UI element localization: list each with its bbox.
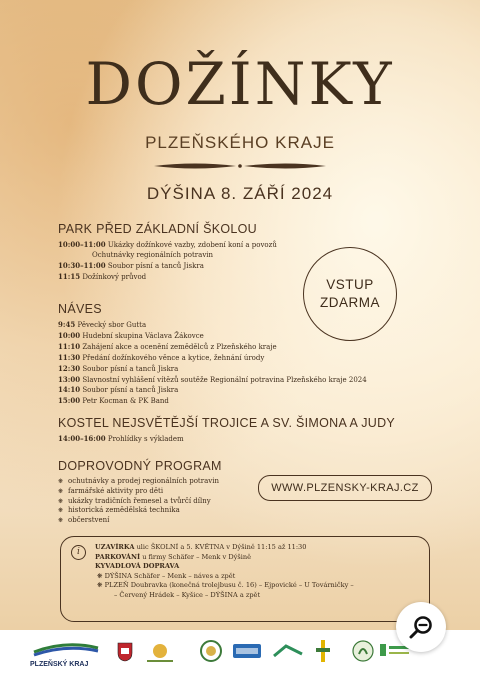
info-box — [60, 536, 430, 622]
info-line: UZAVÍRKA ulic ŠKOLNÍ a 5. KVĚTNA v Dýšině 11:15 až 11:30 — [95, 543, 307, 551]
schedule-row: Ochutnávky regionálních potravin — [92, 250, 214, 259]
event-date: DÝŠINA 8. ZÁŘÍ 2024 — [146, 184, 334, 203]
list-item: ❋ občerstvení — [58, 516, 110, 525]
schedule-row: 13:00 Slavnostní vyhlášení vítězů soutěže Regionální potravina Plzeňského kraje 2024 — [58, 374, 367, 384]
website-link[interactable]: WWW.PLZENSKY-KRAJ.CZ — [258, 475, 432, 501]
wheat-bullet-icon: ❋ — [97, 581, 105, 590]
schedule-row: 11:30 Předání dožínkového věnce a kytice, žehnání úrody — [58, 352, 265, 362]
list-item: ❋ ochutnávky a prodej regionálních potravin — [58, 477, 219, 485]
schedule-row: 15:00 Petr Kocman & PK Band — [58, 396, 169, 406]
schedule-row: 12:30 Soubor písní a tanců Jiskra — [58, 363, 179, 373]
badge-line: ZDARMA — [320, 295, 380, 310]
wheat-bullet-icon: ❋ — [97, 571, 105, 580]
list-item: ❋ ukázky tradičních řemesel a tvůrčí dílny — [58, 496, 211, 505]
schedule-row: 9:45 Pěvecký sbor Gutta — [58, 320, 147, 329]
wheat-bullet-icon: ❋ — [58, 517, 64, 525]
ornament-divider — [150, 160, 330, 172]
partner-logo — [200, 640, 222, 669]
info-line: KYVADLOVÁ DOPRAVA — [95, 562, 180, 571]
schedule-row: 10:00–11:00 Ukázky dožínkové vazby, zdobení koní a povozů — [58, 240, 277, 249]
plzensky-kraj-logo — [30, 638, 102, 668]
logo-text: PLZEŇSKÝ KRAJ — [30, 661, 89, 668]
info-line: ❋ PLZEŇ Doubravka (konečná trolejbusu č. 16) – Ejpovické – U Továrničky – — [97, 581, 354, 590]
section-park — [58, 222, 277, 283]
section-heading: DOPROVODNÝ PROGRAM — [58, 459, 222, 473]
schedule-row: 11:10 Zahájení akce a ocenění zemědělců z Plzeňského kraje — [58, 341, 277, 351]
zoom-button[interactable] — [396, 602, 446, 652]
coat-of-arms-logo — [117, 642, 133, 667]
schedule-row: 10:00 Hudební skupina Václava Žákovce — [58, 330, 204, 340]
wheat-bullet-icon: ❋ — [58, 507, 64, 515]
wheat-bullet-icon: ❋ — [58, 497, 64, 505]
section-heading: NÁVES — [58, 302, 102, 316]
schedule-row: 14:00–16:00 Prohlídky s výkladem — [58, 434, 184, 443]
partner-logo — [233, 644, 261, 663]
list-item: ❋ farmářské aktivity pro děti — [58, 486, 164, 495]
info-icon: i — [71, 545, 86, 560]
section-kostel — [58, 416, 395, 445]
badge-line: VSTUP — [326, 277, 374, 292]
subtitle: PLZEŇSKÉHO KRAJE — [145, 133, 335, 152]
page-title: DOŽÍNKY — [85, 50, 395, 118]
partner-logo — [145, 642, 175, 669]
partner-logo — [352, 640, 374, 667]
list-item: ❋ historická zemědělská technika — [58, 506, 180, 515]
partner-logo — [272, 644, 304, 663]
schedule-row: 10:30–11:00 Soubor písní a tanců Jiskra — [58, 260, 204, 270]
section-heading: PARK PŘED ZÁKLADNÍ ŠKOLOU — [58, 222, 257, 236]
info-line: – Červený Hrádek – Kyšice – DÝŠINA a zpět — [114, 590, 261, 599]
info-line: PARKOVÁNÍ u firmy Schäfer – Menk v Dýšině — [95, 552, 251, 561]
partner-logo — [316, 640, 330, 667]
schedule-row: 11:15 Dožínkový průvod — [58, 271, 147, 281]
section-heading: KOSTEL NEJSVĚTĚJŠÍ TROJICE A SV. ŠIMONA A JUDY — [58, 416, 396, 430]
info-line: ❋ DÝŠINA Schäfer – Menk – náves a zpět — [97, 571, 236, 580]
schedule-row: 14:10 Soubor písní a tanců Jiskra — [58, 385, 179, 395]
wheat-bullet-icon: ❋ — [58, 478, 64, 485]
magnifier-icon — [408, 614, 434, 640]
wheat-bullet-icon: ❋ — [58, 487, 64, 495]
section-program — [58, 459, 222, 526]
section-naves — [58, 302, 367, 407]
